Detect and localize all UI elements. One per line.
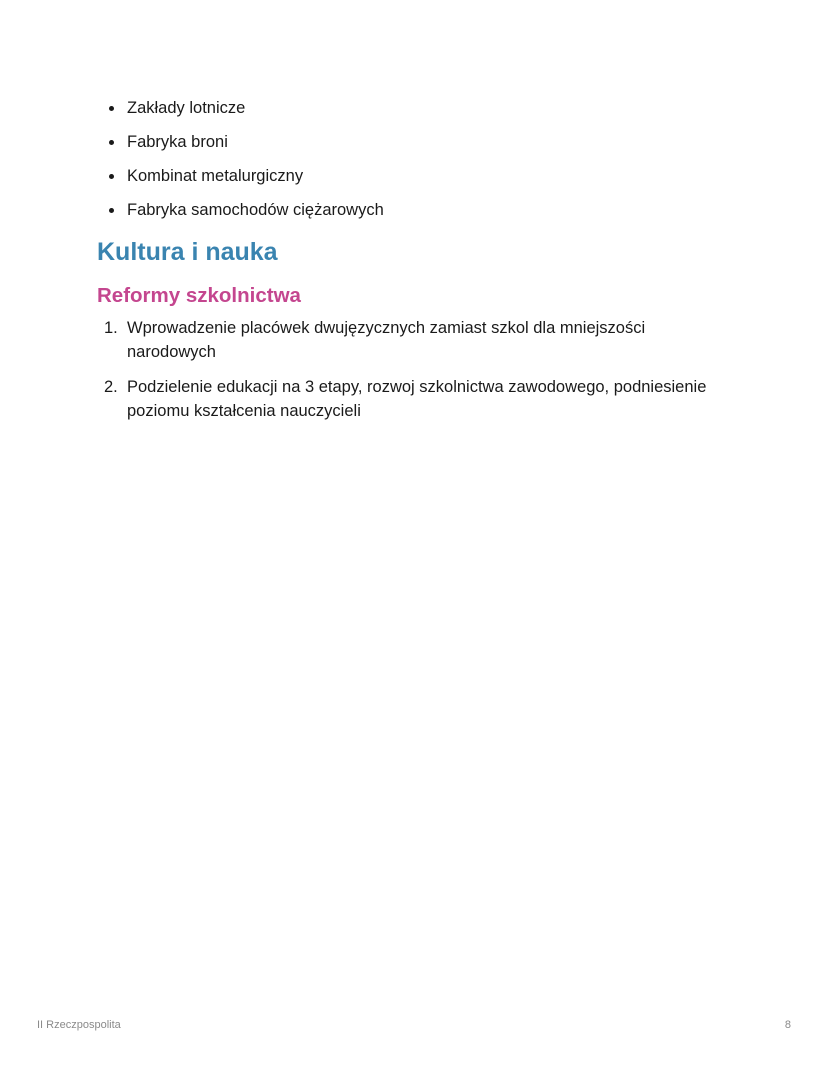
section-heading: Kultura i nauka bbox=[97, 238, 278, 266]
list-number: 1. bbox=[104, 319, 118, 337]
numbered-list bbox=[97, 316, 737, 423]
list-item: Zakłady lotnicze bbox=[97, 96, 737, 120]
footer-document-title: II Rzeczpospolita bbox=[37, 1019, 121, 1031]
list-item-text: Podzielenie edukacji na 3 etapy, rozwoj szkolnictwa zawodowego, podniesienie poziomu kształcenia nauczycieli bbox=[127, 378, 707, 420]
list-item-text: Wprowadzenie placówek dwujęzycznych zamiast szkol dla mniejszości narodowych bbox=[127, 319, 646, 361]
subsection-heading: Reformy szkolnictwa bbox=[97, 284, 301, 307]
footer-page-number: 8 bbox=[784, 1019, 791, 1031]
list-number: 2. bbox=[104, 378, 118, 396]
list-item bbox=[97, 316, 737, 364]
list-item: Fabryka broni bbox=[97, 130, 737, 154]
list-item: Kombinat metalurgiczny bbox=[97, 164, 737, 188]
page-content bbox=[97, 96, 737, 434]
bullet-list bbox=[97, 96, 737, 222]
list-item bbox=[97, 375, 737, 423]
list-item: Fabryka samochodów ciężarowych bbox=[97, 198, 737, 222]
